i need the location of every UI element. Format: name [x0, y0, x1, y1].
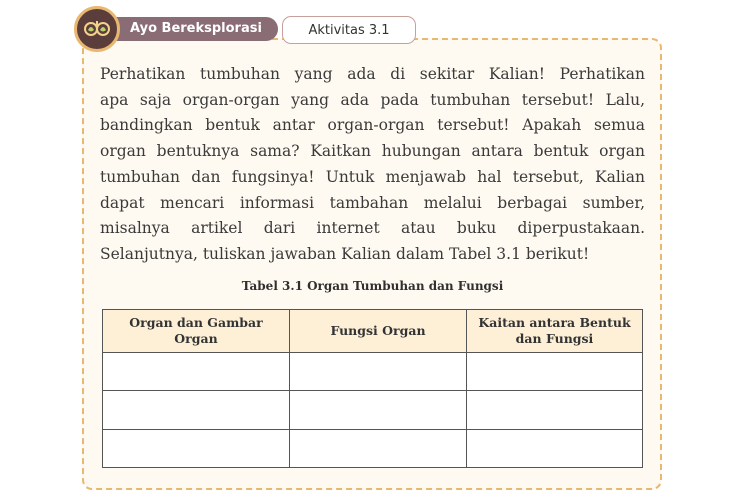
paragraph-line: Perhatikan tumbuhan yang ada di sekitar Kalian! Perhatikan [100, 65, 645, 83]
table-cell [290, 391, 467, 429]
paragraph-line: misalnya artikel dari internet atau buku diperpustakaan. [100, 219, 645, 238]
organ-function-table [102, 309, 643, 468]
table-cell [103, 391, 290, 429]
section-badge [74, 6, 278, 52]
table-cell [290, 353, 467, 391]
activity-tab: Aktivitas 3.1 [282, 16, 416, 44]
table-cell [103, 429, 290, 467]
paragraph-line: Selanjutnya, tuliskan jawaban Kalian dalam Tabel 3.1 berikut! [100, 244, 590, 263]
instruction-paragraph [100, 62, 645, 268]
paragraph-line: dapat mencari informasi tambahan melalui berbagai sumber, [100, 193, 645, 212]
table-header-row [103, 310, 643, 353]
table-row [103, 429, 643, 467]
table-row [103, 391, 643, 429]
table-caption: Tabel 3.1 Organ Tumbuhan dan Fungsi [241, 279, 504, 293]
magnifier-leaves-icon [74, 6, 120, 52]
table-cell [467, 391, 643, 429]
paragraph-line: tumbuhan dan fungsinya! Untuk menjawab hal tersebut, Kalian [100, 167, 645, 186]
paragraph-line: apa saja organ-organ yang ada pada tumbuhan tersebut! Lalu, [100, 90, 645, 109]
column-header: Kaitan antara Bentuk dan Fungsi [467, 310, 643, 353]
table-cell [467, 429, 643, 467]
paragraph-line: organ bentuknya sama? Kaitkan hubungan antara bentuk organ [100, 142, 645, 161]
table-cell [103, 353, 290, 391]
table-row [103, 353, 643, 391]
table-cell [290, 429, 467, 467]
paragraph-line: bandingkan bentuk antar organ-organ tersebut! Apakah semua [100, 116, 645, 135]
table-cell [467, 353, 643, 391]
badge-label: Ayo Bereksplorasi [104, 17, 278, 41]
column-header: Organ dan Gambar Organ [103, 310, 290, 353]
column-header: Fungsi Organ [290, 310, 467, 353]
